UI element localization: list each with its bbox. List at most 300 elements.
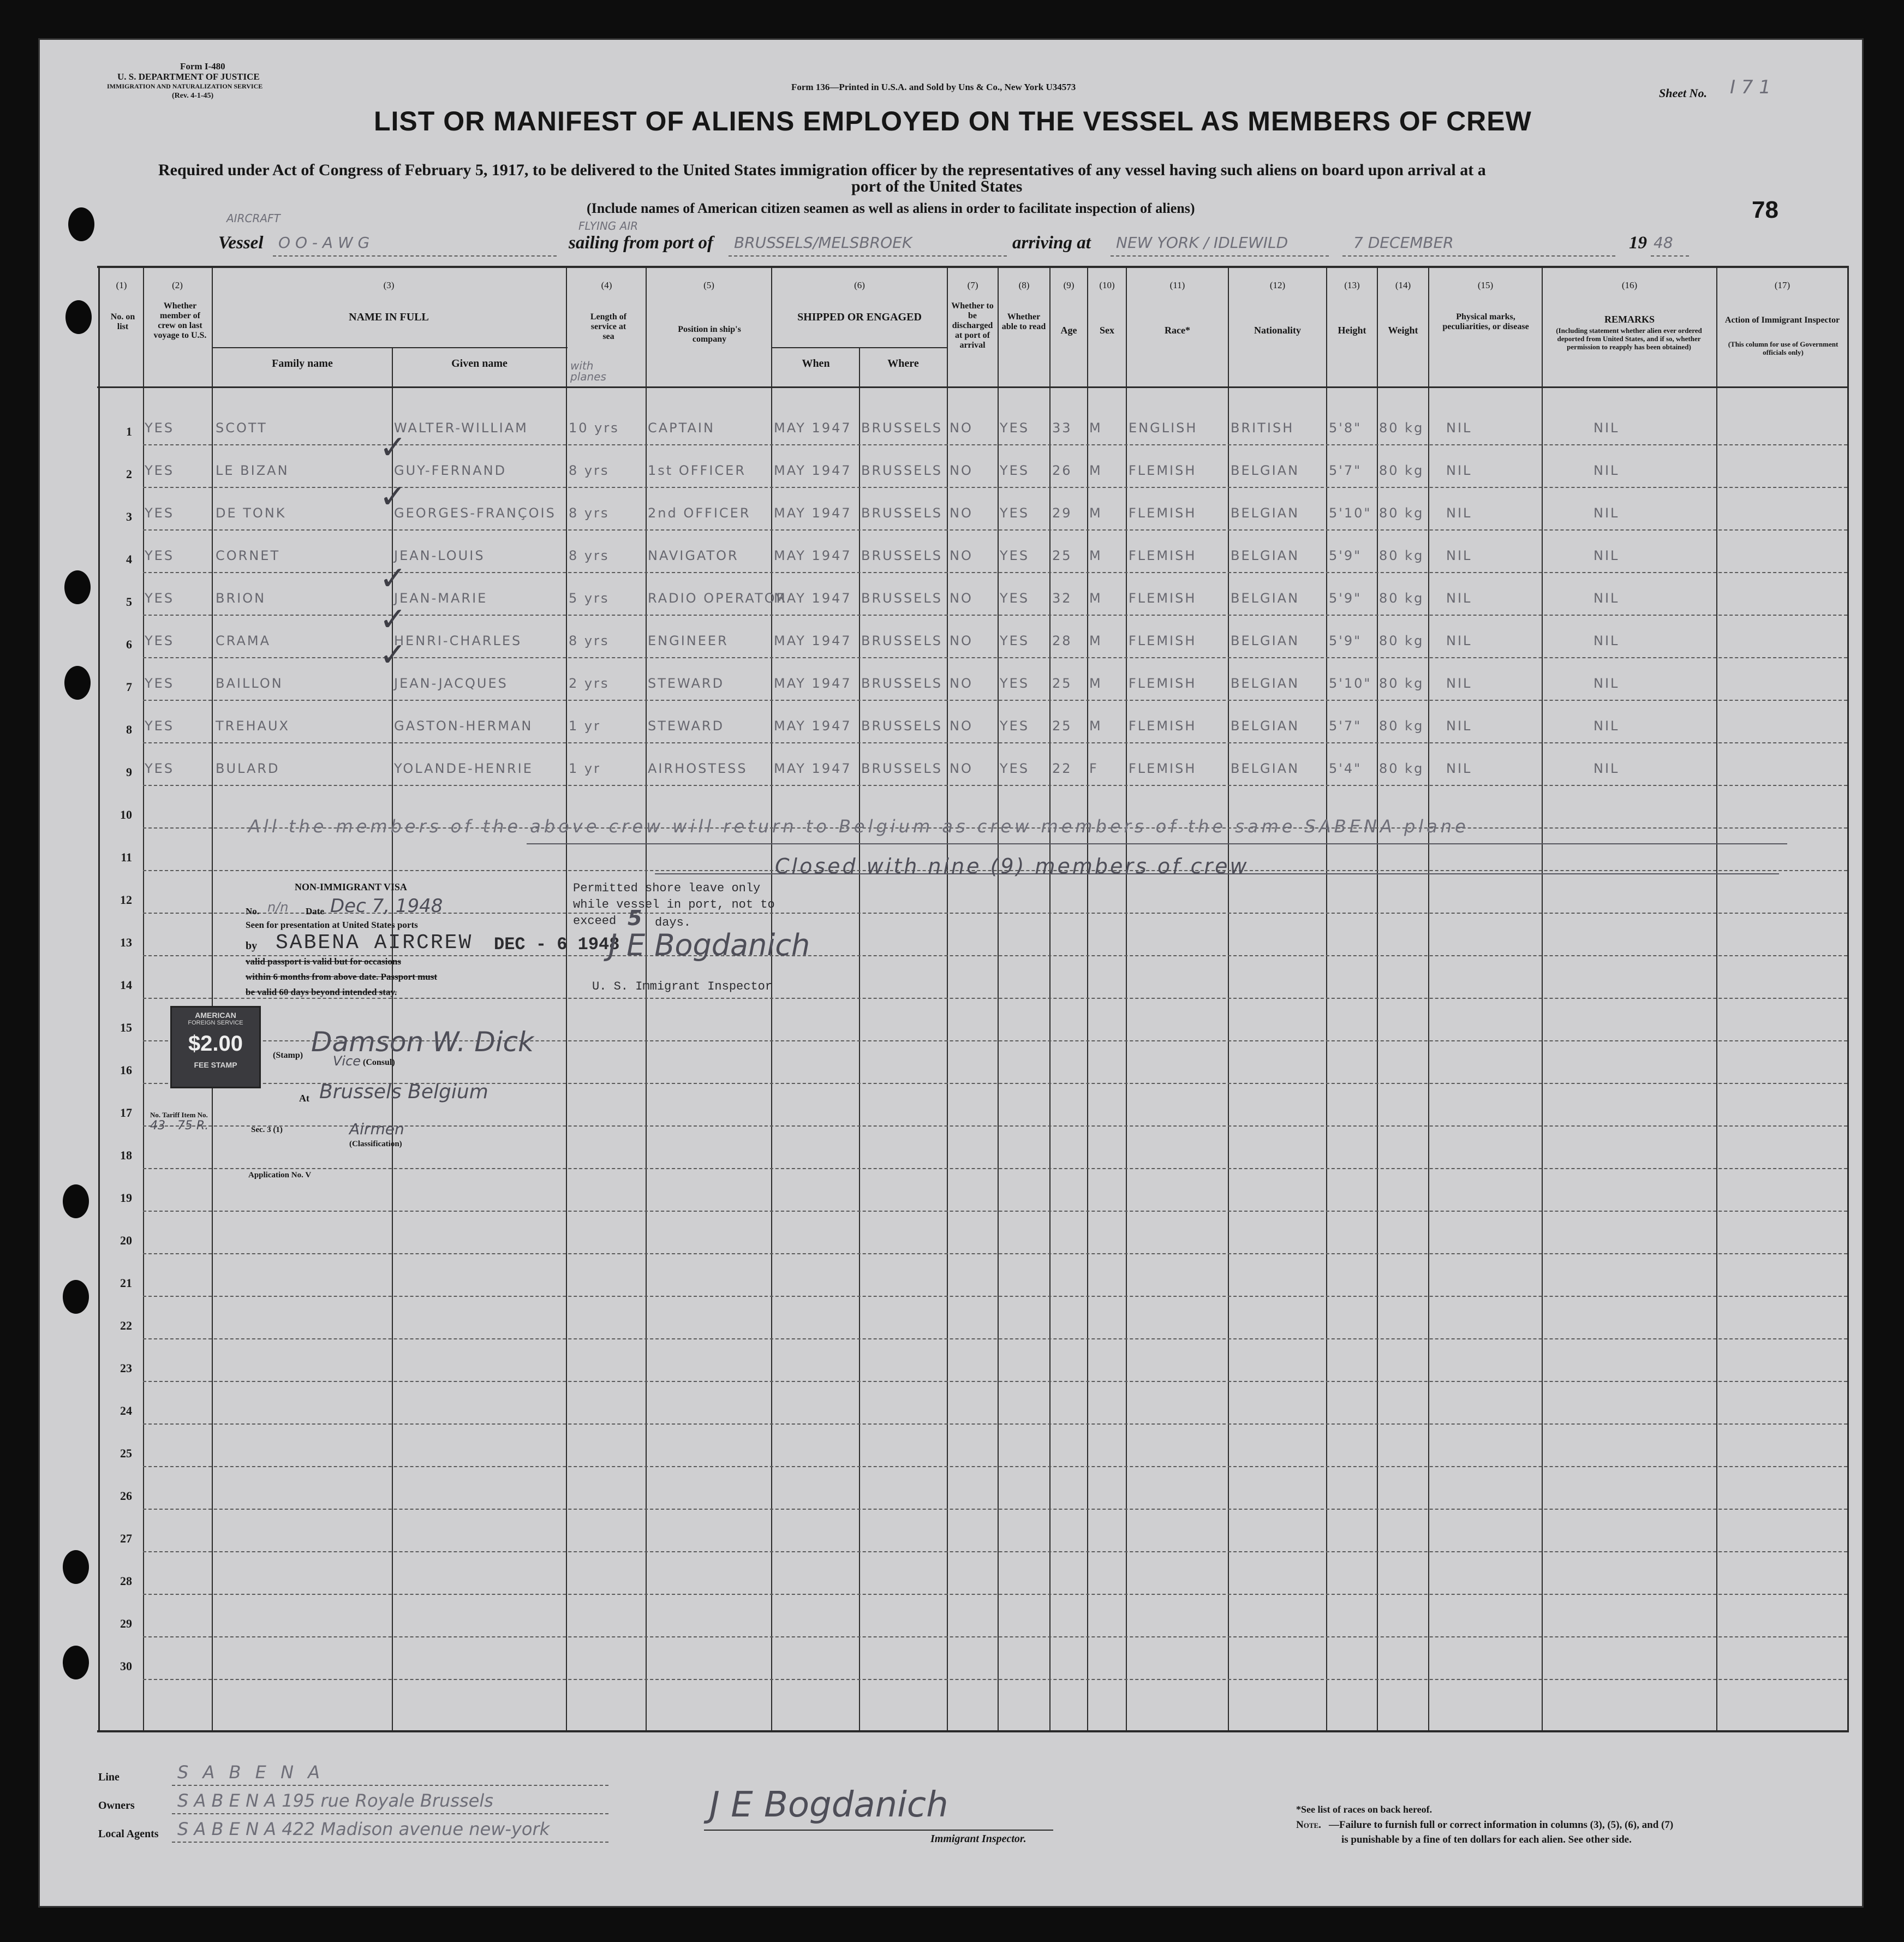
line-underline: [172, 1785, 608, 1786]
consul-label: (Consul): [363, 1058, 395, 1067]
cell-family: TREHAUX: [216, 718, 290, 734]
col15-num: (15): [1477, 280, 1494, 290]
row-number: 22: [120, 1319, 132, 1332]
cell-family: BRION: [216, 591, 266, 606]
revision: (Rev. 4-1-45): [172, 92, 214, 100]
check-mark: ✓: [379, 600, 407, 639]
cell-read: YES: [1000, 676, 1030, 691]
visa-by-value: SABENA AIRCREW: [276, 931, 473, 955]
date-underline: [1342, 255, 1615, 257]
cell-age: 26: [1052, 463, 1072, 478]
fee-stamp-mid: FOREIGN SERVICE: [188, 1020, 243, 1026]
cell-sex: M: [1089, 548, 1102, 563]
col8-num: (8): [1018, 280, 1030, 290]
name-subheader-rule: [213, 347, 568, 348]
cell-remarks: NIL: [1593, 676, 1620, 691]
cell-given: YOLANDE-HENRIE: [394, 761, 533, 776]
visa-seen-line: Seen for presentation at United States ports: [246, 920, 418, 930]
fee-stamp-top: AMERICAN: [195, 1011, 236, 1020]
row-number: 24: [120, 1404, 132, 1417]
cell-marks: NIL: [1446, 463, 1472, 478]
cell-given: GUY-FERNAND: [394, 463, 507, 478]
cell-where: BRUSSELS: [861, 548, 942, 563]
cell-given: GEORGES-FRANÇOIS: [394, 505, 556, 521]
cell-given: JEAN-MARIE: [394, 591, 488, 606]
row-rule: [143, 1594, 1847, 1595]
line-value: S A B E N A: [177, 1762, 325, 1783]
cell-when: MAY 1947: [774, 505, 852, 521]
col-rule: [859, 347, 860, 1730]
header-bottom-rule: [97, 386, 1849, 388]
col4-note: with planes: [570, 359, 606, 383]
row-number: 9: [126, 765, 132, 779]
row10-note: All the members of the above crew will return to Belgium as crew members of the same SABENA plane: [248, 816, 1469, 837]
subtitle-line-2: port of the United States: [851, 177, 1023, 195]
cell-age: 33: [1052, 420, 1072, 436]
row10-underline: [527, 843, 1787, 844]
check-mark: ✓: [379, 428, 407, 467]
col10-num: (10): [1099, 280, 1115, 290]
row-number: 15: [120, 1021, 132, 1034]
punch-hole: [63, 1550, 89, 1584]
cell-family: CORNET: [216, 548, 280, 563]
cell-family: SCOTT: [216, 420, 267, 436]
cell-position: RADIO OPERATOR: [648, 591, 787, 606]
cell-height: 5'8": [1329, 420, 1362, 436]
tariff-line: No. Tariff Item No.: [150, 1111, 208, 1119]
cell-given: JEAN-LOUIS: [394, 548, 485, 563]
cell-where: BRUSSELS: [861, 761, 942, 776]
cell-prev: YES: [145, 761, 175, 776]
col14-num: (14): [1395, 280, 1411, 290]
row-number: 19: [120, 1191, 132, 1205]
at-value: Brussels Belgium: [319, 1081, 488, 1103]
col1-num: (1): [116, 280, 127, 290]
row-number: 6: [126, 638, 132, 651]
cell-race: FLEMISH: [1129, 463, 1197, 478]
visa-strike-3: be valid 60 days beyond intended stay.: [246, 987, 397, 997]
row-number: 7: [126, 680, 132, 694]
cell-when: MAY 1947: [774, 633, 852, 648]
row-rule: [143, 1551, 1847, 1552]
col-rule: [98, 266, 100, 1730]
col6-when: When: [802, 358, 830, 370]
row-rule: [143, 1296, 1847, 1297]
row-rule: [143, 785, 1847, 786]
cell-height: 5'4": [1329, 761, 1362, 776]
arriving-value: NEW YORK / IDLEWILD: [1116, 234, 1288, 252]
punch-hole: [63, 1184, 89, 1218]
cell-remarks: NIL: [1593, 420, 1620, 436]
cell-sex: M: [1089, 633, 1102, 648]
col4-label: Length of service at sea: [590, 312, 627, 341]
year-value: 48: [1654, 234, 1673, 252]
cell-prev: YES: [145, 505, 175, 521]
col16-note: (Including statement whether alien ever ordered deported from United States, and if so, whether permission to reapply has been obtained): [1556, 326, 1702, 351]
cell-family: LE BIZAN: [216, 463, 289, 478]
cell-prev: YES: [145, 591, 175, 606]
col11-label: Race*: [1165, 325, 1190, 336]
cell-service: 1 yr: [569, 761, 601, 776]
sailing-note: FLYING AIR: [578, 219, 638, 233]
row-number: 23: [120, 1361, 132, 1375]
table-bottom-rule: [97, 1730, 1849, 1732]
fine-note-line-2: is punishable by a fine of ten dollars for each alien. See other side.: [1341, 1834, 1632, 1845]
cell-where: BRUSSELS: [861, 633, 942, 648]
cell-remarks: NIL: [1593, 633, 1620, 648]
check-mark: ✓: [379, 636, 407, 674]
row-number: 27: [120, 1532, 132, 1545]
cell-prev: YES: [145, 633, 175, 648]
cell-remarks: NIL: [1593, 591, 1620, 606]
vessel-underline: [273, 255, 557, 257]
col7-label: Whether to be discharged at port of arrival: [951, 301, 994, 350]
col5-label: Position in ship's company: [678, 325, 741, 344]
visa-date-label: Date: [306, 906, 324, 916]
col11-num: (11): [1169, 280, 1185, 290]
subtitle-line-1: Required under Act of Congress of February 5, 1917, to be delivered to the United States immigration officer by the representatives of any vessel having such aliens on board upon arrival at a: [158, 161, 1486, 179]
row-number: 30: [120, 1659, 132, 1673]
sailing-underline: [729, 255, 1007, 257]
cell-when: MAY 1947: [774, 676, 852, 691]
cell-service: 8 yrs: [569, 505, 610, 521]
row11-line: [655, 873, 1779, 874]
row-rule: [143, 1509, 1847, 1510]
cell-height: 5'7": [1329, 463, 1362, 478]
cell-service: 1 yr: [569, 718, 601, 734]
row-rule: [143, 1381, 1847, 1382]
row-rule: [143, 1679, 1847, 1680]
fee-stamp-value: $2.00: [188, 1032, 243, 1056]
cell-when: MAY 1947: [774, 463, 852, 478]
cell-discharge: NO: [950, 676, 973, 691]
cell-where: BRUSSELS: [861, 718, 942, 734]
cell-remarks: NIL: [1593, 505, 1620, 521]
visa-no-value: n/n: [267, 899, 289, 915]
cell-given: GASTON-HERMAN: [394, 718, 533, 734]
section-label: Sec. 3 (1): [251, 1125, 283, 1134]
fee-stamp-bottom: FEE STAMP: [194, 1061, 237, 1069]
cell-read: YES: [1000, 420, 1030, 436]
cell-where: BRUSSELS: [861, 676, 942, 691]
cell-nationality: BELGIAN: [1231, 463, 1300, 478]
cell-remarks: NIL: [1593, 463, 1620, 478]
row-number: 26: [120, 1489, 132, 1503]
visa-strike-1: valid passport is valid but for occasions: [246, 956, 401, 967]
punch-hole: [63, 1646, 89, 1679]
vessel-note: AIRCRAFT: [226, 212, 280, 225]
arriving-underline: [1111, 255, 1329, 257]
punch-hole: [63, 1280, 89, 1314]
races-note: *See list of races on back hereof.: [1296, 1804, 1433, 1815]
col8-label: Whether able to read: [1001, 312, 1046, 331]
cell-marks: NIL: [1446, 676, 1472, 691]
row-number: 28: [120, 1574, 132, 1588]
cell-weight: 80 kg: [1379, 761, 1424, 776]
col3-given: Given name: [451, 358, 508, 370]
cell-discharge: NO: [950, 548, 973, 563]
col17-num: (17): [1774, 280, 1790, 290]
row-number: 1: [126, 425, 132, 438]
cell-height: 5'9": [1329, 548, 1362, 563]
fine-note-label: Note.: [1296, 1819, 1321, 1831]
cell-remarks: NIL: [1593, 548, 1620, 563]
row-number: 4: [126, 552, 132, 566]
row-number: 11: [121, 850, 132, 864]
punch-hole: [64, 570, 91, 604]
row-rule: [143, 1211, 1847, 1212]
col12-label: Nationality: [1254, 325, 1301, 336]
row-rule: [143, 742, 1847, 743]
department: U. S. DEPARTMENT OF JUSTICE: [117, 72, 260, 82]
cell-age: 25: [1052, 676, 1072, 691]
row11-note: Closed with nine (9) members of crew: [775, 854, 1249, 878]
owners-value: S A B E N A 195 rue Royale Brussels: [177, 1790, 493, 1811]
cell-height: 5'7": [1329, 718, 1362, 734]
cell-nationality: BRITISH: [1231, 420, 1294, 436]
punch-hole: [65, 300, 92, 334]
cell-sex: M: [1089, 420, 1102, 436]
cell-race: FLEMISH: [1129, 761, 1197, 776]
row-rule: [143, 1338, 1847, 1339]
cell-service: 8 yrs: [569, 463, 610, 478]
cell-height: 5'9": [1329, 591, 1362, 606]
punch-hole: [68, 207, 94, 241]
col3-family: Family name: [272, 358, 333, 370]
cell-race: FLEMISH: [1129, 591, 1197, 606]
row-number: 5: [126, 595, 132, 609]
cell-sex: M: [1089, 505, 1102, 521]
cell-height: 5'10": [1329, 505, 1372, 521]
arrival-date: 7 DECEMBER: [1353, 234, 1454, 252]
cell-service: 10 yrs: [569, 420, 619, 436]
cell-sex: M: [1089, 463, 1102, 478]
shore-leave-days: 5: [628, 906, 642, 930]
cell-race: FLEMISH: [1129, 676, 1197, 691]
cell-sex: M: [1089, 591, 1102, 606]
form-number: Form I-480: [180, 61, 225, 72]
subtitle-line-3: (Include names of American citizen seamen as well as aliens in order to facilitate inspection of aliens): [587, 200, 1195, 216]
cell-prev: YES: [145, 676, 175, 691]
cell-age: 25: [1052, 548, 1072, 563]
cell-position: CAPTAIN: [648, 420, 715, 436]
shore-leave-line-1: Permitted shore leave only: [573, 881, 761, 895]
cell-weight: 80 kg: [1379, 633, 1424, 648]
punch-hole: [64, 666, 91, 700]
col17-label: Action of Immigrant Inspector: [1724, 315, 1840, 325]
sheet-label: Sheet No.: [1659, 86, 1707, 100]
printer-line: Form 136—Printed in U.S.A. and Sold by Uns & Co., New York U34573: [791, 82, 1076, 92]
col9-label: Age: [1060, 325, 1077, 336]
cell-age: 22: [1052, 761, 1072, 776]
cell-prev: YES: [145, 463, 175, 478]
cell-marks: NIL: [1446, 718, 1472, 734]
cell-position: AIRHOSTESS: [648, 761, 748, 776]
cell-when: MAY 1947: [774, 420, 852, 436]
cell-where: BRUSSELS: [861, 591, 942, 606]
cell-family: BAILLON: [216, 676, 283, 691]
sailing-label: sailing from port of: [569, 233, 713, 253]
inspector-signature: J E Bogdanich: [608, 928, 810, 962]
vessel-value: O O - A W G: [278, 234, 370, 252]
footer-signature: J E Bogdanich: [709, 1785, 948, 1825]
cell-when: MAY 1947: [774, 718, 852, 734]
application-line: Application No. V: [248, 1171, 312, 1180]
cell-prev: YES: [145, 548, 175, 563]
year-prefix: 19: [1629, 233, 1647, 253]
cell-family: BULARD: [216, 761, 280, 776]
col6-num: (6): [854, 280, 865, 290]
cell-age: 29: [1052, 505, 1072, 521]
agents-value: S A B E N A 422 Madison avenue new-york: [177, 1819, 550, 1839]
row-rule: [143, 529, 1847, 531]
shore-leave-line-2: while vessel in port, not to: [573, 898, 775, 912]
cell-discharge: NO: [950, 761, 973, 776]
cell-marks: NIL: [1446, 761, 1472, 776]
date-stamp: DEC - 6 1948: [494, 934, 620, 955]
classification-label: (Classification): [349, 1140, 402, 1148]
at-label: At: [299, 1093, 309, 1104]
agents-label: Local Agents: [98, 1828, 159, 1840]
cell-remarks: NIL: [1593, 718, 1620, 734]
col3-label: NAME IN FULL: [349, 311, 429, 323]
col2-num: (2): [172, 280, 183, 290]
row-number: 13: [120, 936, 132, 949]
cell-service: 8 yrs: [569, 548, 610, 563]
cell-nationality: BELGIAN: [1231, 761, 1300, 776]
cell-sex: M: [1089, 676, 1102, 691]
check-mark: ✓: [379, 478, 407, 516]
cell-prev: YES: [145, 718, 175, 734]
cell-nationality: BELGIAN: [1231, 718, 1300, 734]
cell-age: 32: [1052, 591, 1072, 606]
owners-label: Owners: [98, 1800, 135, 1812]
cell-sex: M: [1089, 718, 1102, 734]
cell-service: 8 yrs: [569, 633, 610, 648]
cell-weight: 80 kg: [1379, 463, 1424, 478]
cell-weight: 80 kg: [1379, 718, 1424, 734]
row-rule: [143, 1636, 1847, 1637]
row-rule: [143, 1253, 1847, 1254]
cell-position: 2nd OFFICER: [648, 505, 751, 521]
cell-discharge: NO: [950, 505, 973, 521]
consul-signature: Damson W. Dick: [311, 1026, 534, 1058]
cell-position: STEWARD: [648, 718, 725, 734]
fee-stamp: [170, 1006, 261, 1088]
row-number: 29: [120, 1617, 132, 1630]
cell-given: JEAN-JACQUES: [394, 676, 508, 691]
cell-service: 2 yrs: [569, 676, 610, 691]
visa-heading: NON-IMMIGRANT VISA: [295, 881, 407, 892]
col15-label: Physical marks, peculiarities, or disease: [1442, 312, 1529, 331]
vessel-label: Vessel: [218, 233, 264, 253]
cell-marks: NIL: [1446, 505, 1472, 521]
cell-marks: NIL: [1446, 420, 1472, 436]
cell-weight: 80 kg: [1379, 420, 1424, 436]
cell-discharge: NO: [950, 591, 973, 606]
cell-nationality: BELGIAN: [1231, 505, 1300, 521]
cell-nationality: BELGIAN: [1231, 633, 1300, 648]
col6-label: SHIPPED OR ENGAGED: [797, 311, 922, 323]
col3-num: (3): [383, 280, 395, 290]
cell-height: 5'10": [1329, 676, 1372, 691]
row-number: 2: [126, 467, 132, 481]
col16-label: REMARKS: [1604, 314, 1655, 325]
col7-num: (7): [967, 280, 978, 290]
arriving-label: arriving at: [1012, 233, 1091, 253]
col17-note: (This column for use of Government officials only): [1728, 340, 1839, 356]
cell-read: YES: [1000, 761, 1030, 776]
row-number: 10: [120, 808, 132, 821]
col2-label: Whether member of crew on last voyage to U.S.: [153, 301, 207, 340]
cell-read: YES: [1000, 718, 1030, 734]
cell-discharge: NO: [950, 420, 973, 436]
row-number: 20: [120, 1234, 132, 1247]
cell-given: HENRI-CHARLES: [394, 633, 522, 648]
fee-reference: 43 - 75 R.: [150, 1119, 209, 1133]
visa-no-label: No.: [246, 906, 260, 916]
cell-position: STEWARD: [648, 676, 725, 691]
cell-read: YES: [1000, 505, 1030, 521]
cell-read: YES: [1000, 463, 1030, 478]
row-rule: [143, 1168, 1847, 1169]
cell-discharge: NO: [950, 718, 973, 734]
shore-leave-exceed: exceed: [573, 914, 617, 928]
cell-where: BRUSSELS: [861, 420, 942, 436]
cell-weight: 80 kg: [1379, 591, 1424, 606]
cell-position: NAVIGATOR: [648, 548, 739, 563]
check-mark: ✓: [379, 559, 407, 598]
cell-marks: NIL: [1446, 548, 1472, 563]
signature-line: [704, 1830, 1053, 1831]
cell-marks: NIL: [1446, 633, 1472, 648]
cell-age: 28: [1052, 633, 1072, 648]
shore-leave-days-label: days.: [655, 916, 691, 930]
col12-num: (12): [1269, 280, 1286, 290]
cell-race: ENGLISH: [1129, 420, 1198, 436]
page-number: 78: [1752, 196, 1778, 223]
col16-num: (16): [1621, 280, 1638, 290]
agents-underline: [172, 1842, 608, 1843]
visa-date-value: Dec 7, 1948: [330, 895, 443, 917]
cell-read: YES: [1000, 633, 1030, 648]
cell-where: BRUSSELS: [861, 463, 942, 478]
sheet-value: I 7 1: [1730, 76, 1771, 98]
cell-when: MAY 1947: [774, 761, 852, 776]
cell-race: FLEMISH: [1129, 633, 1197, 648]
fine-note-line-1: —Failure to furnish full or correct information in columns (3), (5), (6), and (7): [1329, 1819, 1674, 1831]
consul-prefix: Vice: [333, 1053, 361, 1069]
row-number: 3: [126, 510, 132, 523]
row-number: 21: [120, 1276, 132, 1290]
cell-nationality: BELGIAN: [1231, 676, 1300, 691]
cell-race: FLEMISH: [1129, 548, 1197, 563]
col6-where: Where: [887, 358, 919, 370]
row-rule: [143, 1466, 1847, 1467]
row-number: 14: [120, 978, 132, 992]
cell-discharge: NO: [950, 633, 973, 648]
cell-given: WALTER-WILLIAM: [394, 420, 528, 436]
inspector-label: Immigrant Inspector.: [930, 1833, 1026, 1845]
cell-where: BRUSSELS: [861, 505, 942, 521]
cell-weight: 80 kg: [1379, 676, 1424, 691]
col9-num: (9): [1063, 280, 1075, 290]
cell-when: MAY 1947: [774, 548, 852, 563]
cell-prev: YES: [145, 420, 175, 436]
row-number: 25: [120, 1446, 132, 1460]
col13-num: (13): [1344, 280, 1360, 290]
row-rule: [143, 998, 1847, 999]
